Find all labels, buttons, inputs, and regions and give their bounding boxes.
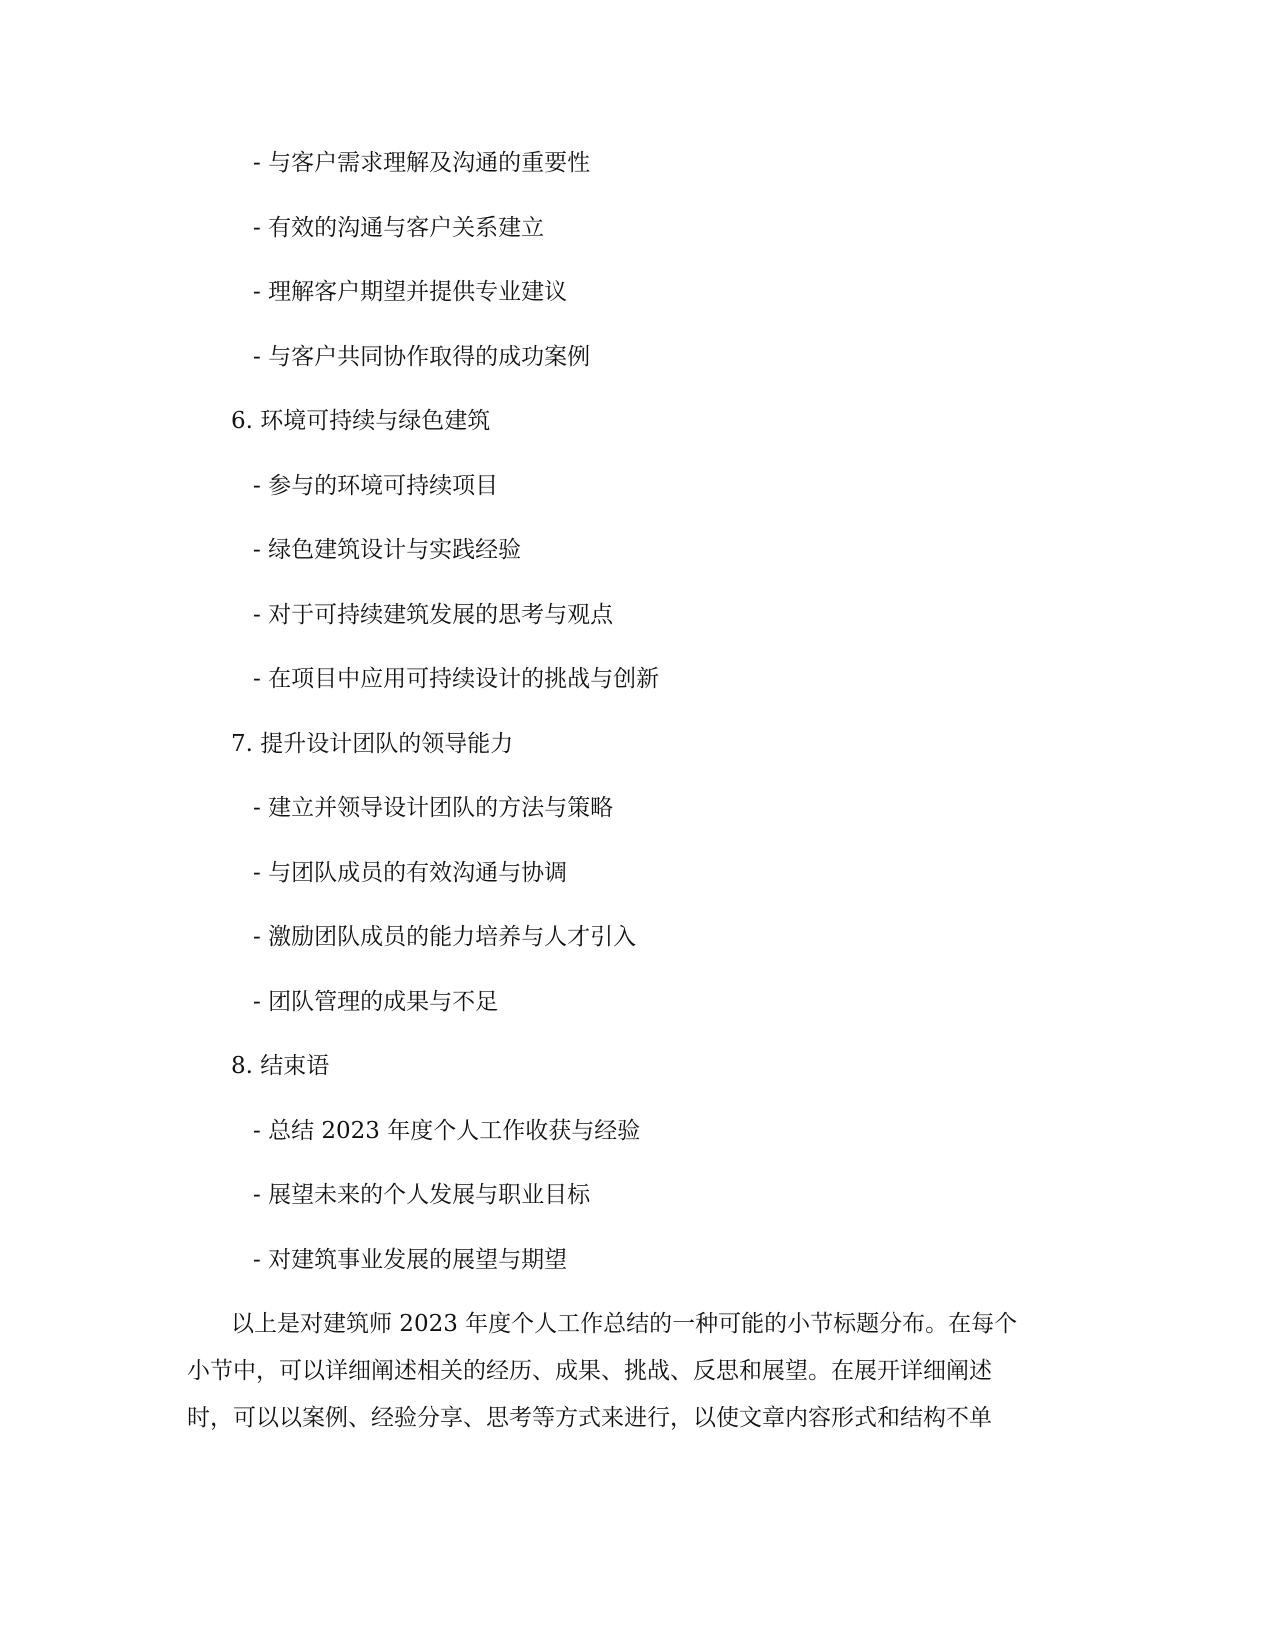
section-heading-7: 7. 提升设计团队的领导能力 [231,731,514,757]
list-item: - 总结 2023 年度个人工作收获与经验 [253,1118,641,1144]
list-item: - 建立并领导设计团队的方法与策略 [253,795,614,821]
paragraph-line: 以上是对建筑师 2023 年度个人工作总结的一种可能的小节标题分布。在每个 [231,1311,1018,1337]
list-item: - 理解客户期望并提供专业建议 [253,279,568,305]
list-item: - 参与的环境可持续项目 [253,473,499,499]
list-item: - 对于可持续建筑发展的思考与观点 [253,602,614,628]
paragraph-line: 小节中，可以详细阐述相关的经历、成果、挑战、反思和展望。在展开详细阐述 [187,1358,992,1384]
paragraph-line: 时，可以以案例、经验分享、思考等方式来进行，以使文章内容形式和结构不单 [187,1405,992,1431]
list-item: - 有效的沟通与客户关系建立 [253,215,545,241]
list-item: - 团队管理的成果与不足 [253,989,499,1015]
section-heading-8: 8. 结束语 [231,1053,330,1079]
section-heading-6: 6. 环境可持续与绿色建筑 [231,408,491,434]
list-item: - 对建筑事业发展的展望与期望 [253,1247,568,1273]
list-item: - 绿色建筑设计与实践经验 [253,537,522,563]
list-item: - 与客户需求理解及沟通的重要性 [253,150,591,176]
list-item: - 与客户共同协作取得的成功案例 [253,344,591,370]
list-item: - 在项目中应用可持续设计的挑战与创新 [253,666,660,692]
list-item: - 激励团队成员的能力培养与人才引入 [253,924,637,950]
list-item: - 展望未来的个人发展与职业目标 [253,1182,591,1208]
list-item: - 与团队成员的有效沟通与协调 [253,860,568,886]
